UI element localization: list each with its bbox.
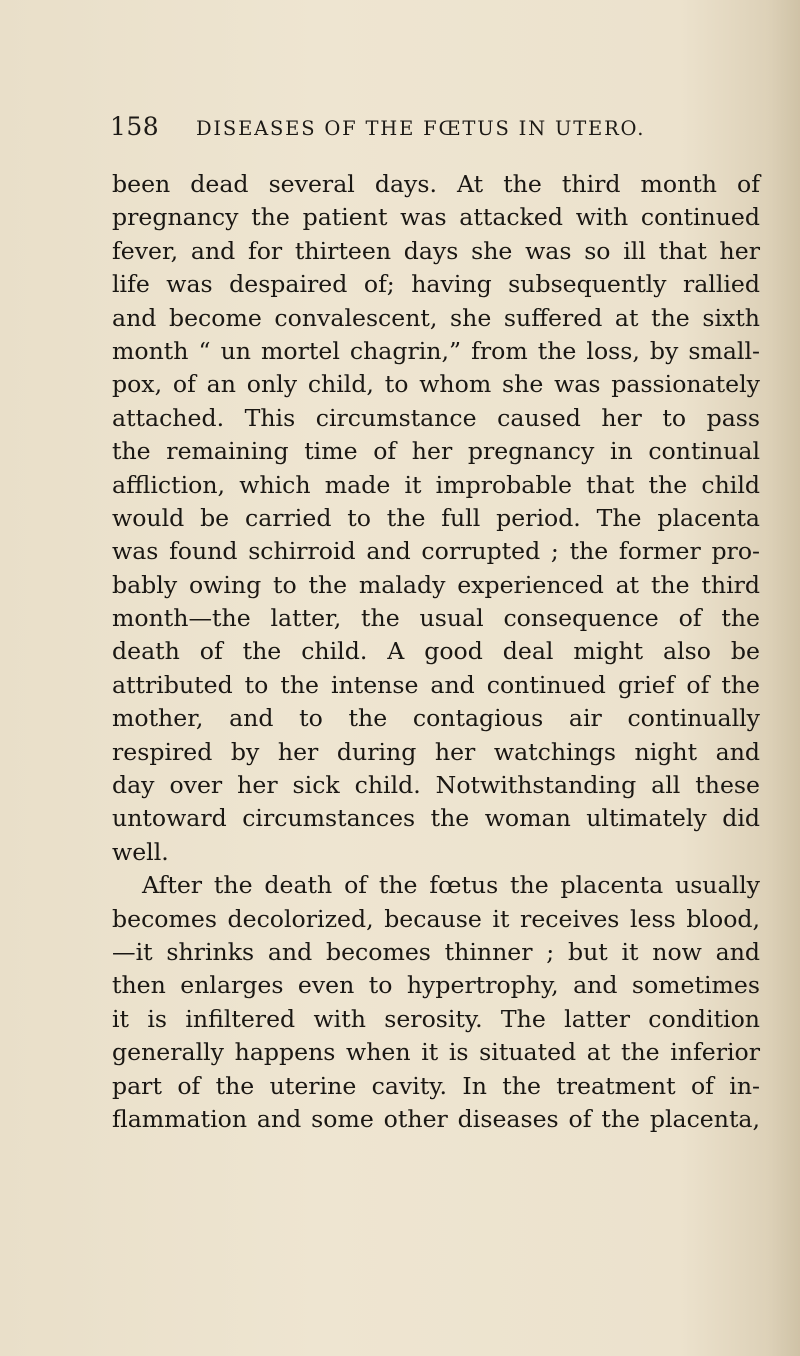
text-line: been dead several days. At the third month of xyxy=(112,170,760,198)
page-number: 158 xyxy=(110,112,160,141)
text-line: the remaining time of her pregnancy in continual xyxy=(112,437,760,466)
body-text xyxy=(112,168,760,1136)
running-title: DISEASES OF THE FŒTUS IN UTERO. xyxy=(196,117,646,140)
running-header xyxy=(110,112,710,141)
text-line: generally happens when it is situated at the inferior xyxy=(112,1038,760,1067)
text-line: would be carried to the full period. The placenta xyxy=(112,503,760,532)
text-line: becomes decolorized, because it receives less blood, xyxy=(112,904,760,933)
text-line: pox, of an only child, to whom she was passionately xyxy=(112,370,760,399)
text-line: well. xyxy=(112,837,169,866)
text-line: it is infiltered with serosity. The latter condition xyxy=(112,1004,760,1033)
text-line: then enlarges even to hypertrophy, and sometimes xyxy=(112,971,760,1000)
text-line: attached. This circumstance caused her to pass xyxy=(112,403,760,432)
text-line: pregnancy the patient was attacked with continued xyxy=(112,203,760,232)
text-line: untoward circumstances the woman ultimately did xyxy=(112,804,760,833)
text-line: respired by her during her watchings night and xyxy=(112,737,760,766)
text-line: affliction, which made it improbable that the child xyxy=(112,470,760,499)
text-line: After the death of the fœtus the placenta usually xyxy=(142,871,760,900)
text-line: —it shrinks and becomes thinner ; but it now and xyxy=(112,937,760,966)
text-line: flammation and some other diseases of the placenta, xyxy=(112,1104,760,1133)
text-line: was found schirroid and corrupted ; the former pro- xyxy=(112,537,760,566)
text-line: mother, and to the contagious air continually xyxy=(112,704,760,733)
text-line: month “ un mortel chagrin,” from the loss, by small- xyxy=(112,336,760,365)
text-line: fever, and for thirteen days she was so ill that her xyxy=(112,236,760,265)
text-line: part of the uterine cavity. In the treatment of in- xyxy=(112,1071,760,1100)
text-line: day over her sick child. Notwithstanding all these xyxy=(112,771,760,800)
text-line: life was despaired of; having subsequently rallied xyxy=(112,270,760,299)
text-line: death of the child. A good deal might also be xyxy=(112,637,760,666)
text-line: attributed to the intense and continued grief of the xyxy=(112,670,760,699)
text-line: bably owing to the malady experienced at the third xyxy=(112,570,760,599)
text-line: and become convalescent, she suffered at the sixth xyxy=(112,303,760,332)
text-line: month—the latter, the usual consequence of the xyxy=(112,604,760,633)
